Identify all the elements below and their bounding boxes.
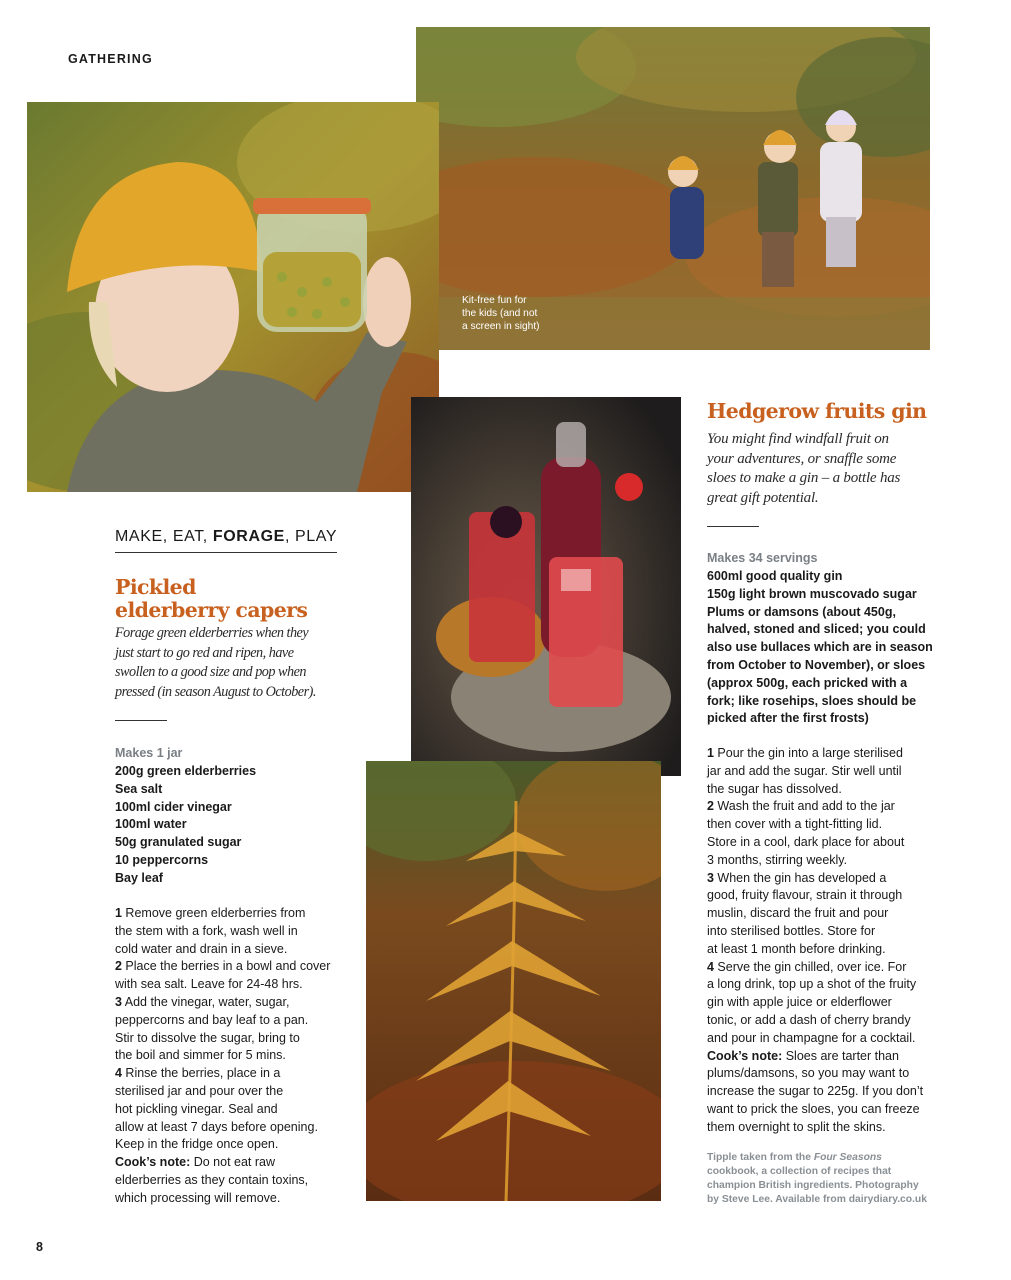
kicker-text: MAKE, EAT, bbox=[115, 528, 213, 545]
step-text: muslin, discard the fruit and pour bbox=[707, 906, 889, 921]
ingredient: 600ml good quality gin bbox=[707, 569, 843, 583]
jar-child-image bbox=[27, 102, 439, 492]
step-text: the sugar has dissolved. bbox=[707, 781, 842, 796]
caption-line: the kids (and not bbox=[462, 308, 538, 319]
kicker-text: , PLAY bbox=[284, 528, 338, 545]
step-text: allow at least 7 days before opening. bbox=[115, 1119, 318, 1134]
kicker-bold: FORAGE bbox=[212, 528, 285, 545]
step bbox=[115, 994, 330, 1012]
title-line: elderberry capers bbox=[115, 598, 308, 622]
step-text: which processing will remove. bbox=[115, 1190, 281, 1205]
cooks-note-label: Cook’s note: bbox=[115, 1155, 191, 1170]
intro-line: pressed (in season August to October). bbox=[115, 683, 316, 700]
step-number: 1 bbox=[707, 746, 714, 760]
recipe-title bbox=[115, 576, 307, 622]
step-text: cold water and drain in a sieve. bbox=[115, 941, 288, 956]
ingredient: Plums or damsons (about 450g, bbox=[707, 604, 896, 619]
credit-line bbox=[707, 1151, 927, 1165]
photo-caption bbox=[462, 294, 540, 333]
step-text: good, fruity flavour, strain it through bbox=[707, 888, 903, 903]
step-text: Stir to dissolve the sugar, bring to bbox=[115, 1030, 300, 1045]
cooks-note bbox=[115, 1154, 330, 1172]
step-text: When the gin has developed a bbox=[713, 870, 887, 885]
caption-line: Kit-free fun for bbox=[462, 295, 527, 306]
ingredient: picked after the first frosts) bbox=[707, 711, 869, 726]
section-label: GATHERING bbox=[68, 52, 153, 66]
step bbox=[707, 870, 923, 888]
divider bbox=[115, 720, 167, 721]
step bbox=[115, 958, 330, 976]
intro-line: great gift potential. bbox=[707, 489, 819, 506]
jar-child-photo bbox=[27, 102, 439, 492]
credit-line: cookbook, a collection of recipes that bbox=[707, 1166, 892, 1177]
ingredient-list bbox=[707, 568, 933, 728]
recipe-intro bbox=[707, 430, 900, 508]
step-text: at least 1 month before drinking. bbox=[707, 941, 886, 956]
step bbox=[115, 905, 330, 923]
ingredient: 200g green elderberries bbox=[115, 764, 257, 778]
step-text: Do not eat raw bbox=[190, 1155, 275, 1170]
step-text: them overnight to split the skins. bbox=[707, 1119, 886, 1134]
step-text: jar and add the sugar. Stir well until bbox=[707, 763, 902, 778]
credit-text: Tipple taken from the bbox=[707, 1152, 814, 1163]
intro-line: You might find windfall fruit on bbox=[707, 431, 889, 447]
step bbox=[707, 959, 923, 977]
step-text: into sterilised bottles. Store for bbox=[707, 923, 876, 938]
step-text: tonic, or add a dash of cherry brandy bbox=[707, 1012, 911, 1027]
step-text: gin with apple juice or elderflower bbox=[707, 995, 892, 1010]
step-text: Remove green elderberries from bbox=[121, 906, 306, 920]
intro-line: sloes to make a gin – a bottle has bbox=[707, 470, 901, 486]
ingredient: 100ml cider vinegar bbox=[115, 799, 232, 814]
drinks-photo bbox=[411, 397, 681, 776]
step-number: 2 bbox=[115, 959, 122, 974]
intro-line: just start to go red and ripen, have bbox=[115, 644, 294, 661]
ingredient: also use bullaces which are in season bbox=[707, 640, 933, 655]
step-text: then cover with a tight-fitting lid. bbox=[707, 817, 883, 832]
step-text: 3 months, stirring weekly. bbox=[707, 852, 848, 867]
step-text: a long drink, top up a shot of the fruity bbox=[707, 977, 917, 992]
step-text: plums/damsons, so you may want to bbox=[707, 1066, 910, 1081]
ingredient: fork; like rosehips, sloes should be bbox=[707, 693, 917, 708]
step-text: want to prick the sloes, you can freeze bbox=[707, 1101, 920, 1116]
step-number: 3 bbox=[115, 994, 122, 1009]
step-text: Rinse the berries, place in a bbox=[121, 1066, 281, 1081]
recipe-title: Hedgerow fruits gin bbox=[707, 399, 927, 423]
yield-label: Makes 1 jar bbox=[115, 746, 183, 760]
drinks-image bbox=[411, 397, 681, 776]
fern-photo bbox=[366, 761, 661, 1201]
step-text: Place the berries in a bowl and cover bbox=[121, 959, 331, 974]
step-number: 2 bbox=[707, 799, 714, 814]
method bbox=[115, 905, 330, 1208]
step-text: and pour in champagne for a cocktail. bbox=[707, 1030, 916, 1045]
step-number: 4 bbox=[707, 959, 714, 974]
ingredient: 150g light brown muscovado sugar bbox=[707, 586, 917, 601]
step-text: sterilised jar and pour over the bbox=[115, 1083, 284, 1098]
series-kicker bbox=[115, 528, 337, 553]
ingredient: (approx 500g, each pricked with a bbox=[707, 675, 908, 690]
ingredient-list bbox=[115, 763, 256, 888]
step-text: Sloes are tarter than bbox=[782, 1048, 899, 1063]
recipe-intro bbox=[115, 624, 316, 702]
step-text: the stem with a fork, wash well in bbox=[115, 923, 298, 938]
ingredient: 50g granulated sugar bbox=[115, 835, 242, 850]
fern-image bbox=[366, 761, 661, 1201]
ingredient: from October to November), or sloes bbox=[707, 657, 926, 672]
cooks-note bbox=[707, 1048, 923, 1066]
step-text: increase the sugar to 225g. If you don’t bbox=[707, 1084, 924, 1099]
step-number: 4 bbox=[115, 1066, 122, 1081]
ingredient: Sea salt bbox=[115, 781, 163, 796]
step-text: hot pickling vinegar. Seal and bbox=[115, 1101, 278, 1116]
step-text: Wash the fruit and add to the jar bbox=[713, 799, 895, 814]
yield-label: Makes 34 servings bbox=[707, 551, 818, 565]
step-text: the boil and simmer for 5 mins. bbox=[115, 1048, 286, 1063]
step-text: peppercorns and bay leaf to a pan. bbox=[115, 1012, 309, 1027]
step-text: Pour the gin into a large sterilised bbox=[713, 746, 903, 760]
step bbox=[707, 798, 923, 816]
page-number: 8 bbox=[36, 1240, 43, 1254]
intro-line: swollen to a good size and pop when bbox=[115, 664, 306, 680]
intro-line: your adventures, or snaffle some bbox=[707, 450, 897, 467]
intro-line: Forage green elderberries when they bbox=[115, 625, 309, 641]
ingredient: 100ml water bbox=[115, 817, 187, 832]
ingredient: Bay leaf bbox=[115, 870, 163, 885]
step-number: 1 bbox=[115, 906, 122, 920]
ingredient: 10 peppercorns bbox=[115, 852, 209, 867]
title-line: Pickled bbox=[115, 575, 196, 599]
divider bbox=[707, 526, 759, 527]
book-title: Four Seasons bbox=[813, 1152, 882, 1163]
step-text: Keep in the fridge once open. bbox=[115, 1137, 279, 1152]
credit-line: by Steve Lee. Available from dairydiary.co.uk bbox=[707, 1194, 927, 1205]
method bbox=[707, 745, 923, 1137]
step-text: Store in a cool, dark place for about bbox=[707, 834, 905, 849]
credit-line: champion British ingredients. Photography bbox=[707, 1180, 919, 1191]
step bbox=[115, 1065, 330, 1083]
step bbox=[707, 745, 923, 763]
step-text: Serve the gin chilled, over ice. For bbox=[713, 959, 907, 974]
step-number: 3 bbox=[707, 870, 714, 885]
book-credit bbox=[707, 1151, 927, 1207]
step-text: elderberries as they contain toxins, bbox=[115, 1172, 309, 1187]
caption-line: a screen in sight) bbox=[462, 321, 540, 332]
step-text: with sea salt. Leave for 24-48 hrs. bbox=[115, 977, 303, 992]
kids-walking-photo bbox=[416, 27, 930, 350]
ingredient: halved, stoned and sliced; you could bbox=[707, 622, 926, 637]
cooks-note-label: Cook’s note: bbox=[707, 1048, 783, 1063]
step-text: Add the vinegar, water, sugar, bbox=[121, 994, 290, 1009]
